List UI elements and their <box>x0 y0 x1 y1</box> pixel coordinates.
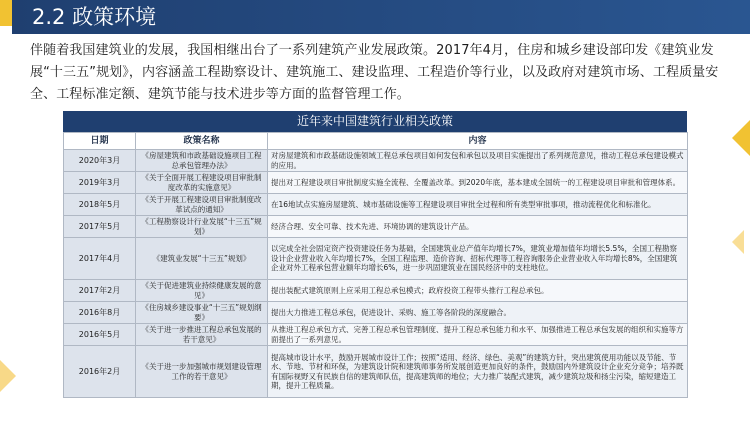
policy-table <box>63 132 688 398</box>
column-header-date: 日期 <box>64 133 136 150</box>
row-policy-name: 《关于促进建筑业持续健康发展的意见》 <box>136 280 268 302</box>
row-content: 提出装配式建筑原则上应采用工程总承包模式；政府投资工程带头推行工程总承包。 <box>268 280 688 302</box>
table-header-row <box>64 133 688 150</box>
table-row <box>64 346 688 398</box>
row-policy-name: 《关于进一步加强城市规划建设管理工作的若干意见》 <box>136 346 268 398</box>
row-date: 2018年5月 <box>64 194 136 216</box>
table-caption: 近年来中国建筑行业相关政策 <box>63 111 687 132</box>
row-content: 提高城市设计水平，鼓励开展城市设计工作；按照“适用、经济、绿色、美观”的建筑方针，突出建筑使用功能以及节能、节水、节地、节材和环保，为建筑设计院和建筑师事务所发展创造更加良好的条件，鼓励国内外建筑设计企业充分竞争；培养既有国际视野又有民族自信的建筑师队伍，提高建筑师的地位；大力推广装配式建筑，减少建筑垃圾和扬尘污染，缩短建造工期，提升工程质量。 <box>268 346 688 398</box>
row-policy-name: 《建筑业发展“十三五”规划》 <box>136 238 268 280</box>
column-header-content: 内容 <box>268 133 688 150</box>
row-content: 提出对工程建设项目审批制度实施全流程、全覆盖改革。到2020年底，基本建成全国统一的工程建设项目审批和管理体系。 <box>268 172 688 194</box>
row-content: 提出大力推进工程总承包，促进设计、采购、施工等各阶段的深度融合。 <box>268 302 688 324</box>
table-row <box>64 280 688 302</box>
row-policy-name: 《工程勘察设计行业发展“十三五”规划》 <box>136 216 268 238</box>
row-policy-name: 《关于全面开展工程建设项目审批制度改革的实施意见》 <box>136 172 268 194</box>
page-title: 2.2 政策环境 <box>32 5 157 29</box>
table-row <box>64 302 688 324</box>
table-row <box>64 324 688 346</box>
title-bar <box>12 0 750 34</box>
intro-paragraph: 伴随着我国建筑业的发展，我国相继出台了一系列建筑产业发展政策。2017年4月，住房和城乡建设部印发《建筑业发展“十三五”规划》，内容涵盖工程勘察设计、建筑施工、建设监理、工程造价等行业，以及政府对建筑市场、工程质量安全、工程标准定额、建筑节能与技术进步等方面的监督管理工作。 <box>30 43 719 102</box>
row-policy-name: 《关于开展工程建设项目审批制度改革试点的通知》 <box>136 194 268 216</box>
row-policy-name: 《住房城乡建设事业“十三五”规划纲要》 <box>136 302 268 324</box>
column-header-name: 政策名称 <box>136 133 268 150</box>
triangle-decoration-left <box>0 360 16 392</box>
policy-table-container <box>63 111 687 398</box>
row-date: 2017年4月 <box>64 238 136 280</box>
table-row <box>64 172 688 194</box>
table-row <box>64 150 688 172</box>
row-date: 2016年5月 <box>64 324 136 346</box>
table-row <box>64 216 688 238</box>
row-content: 经济合理、安全可靠、技术先进、环境协调的建筑设计产品。 <box>268 216 688 238</box>
table-row <box>64 194 688 216</box>
row-date: 2017年5月 <box>64 216 136 238</box>
row-date: 2019年3月 <box>64 172 136 194</box>
row-date: 2016年2月 <box>64 346 136 398</box>
row-content: 以完成全社会固定资产投资建设任务为基础，全国建筑业总产值年均增长7%，建筑业增加值年均增长5.5%，全国工程勘察设计企业营业收入年均增长7%，全国工程监理、造价咨询、招标代理等工程咨询服务企业营业收入年均增长8%，全国建筑企业对外工程承包营业额年均增长6%，进一步巩固建筑业在国民经济中的支柱地位。 <box>268 238 688 280</box>
row-date: 2020年3月 <box>64 150 136 172</box>
row-policy-name: 《关于进一步推进工程总承包发展的若干意见》 <box>136 324 268 346</box>
triangle-decoration-right-small <box>732 230 744 254</box>
triangle-decoration-right <box>732 120 750 156</box>
row-content: 对房屋建筑和市政基础设施领域工程总承包项目如何发包和承包以及项目实施提出了系列规范意见，推动工程总承包建设模式的应用。 <box>268 150 688 172</box>
row-policy-name: 《房屋建筑和市政基础设施项目工程总承包管理办法》 <box>136 150 268 172</box>
row-date: 2016年8月 <box>64 302 136 324</box>
row-content: 从推进工程总承包方式、完善工程总承包管理制度、提升工程总承包能力和水平、加强推进工程总承包发展的组织和实施等方面提出了一系列意见。 <box>268 324 688 346</box>
row-date: 2017年2月 <box>64 280 136 302</box>
table-row <box>64 238 688 280</box>
row-content: 在16地试点实施房屋建筑、城市基础设施等工程建设项目审批全过程和所有类型审批事项，推动流程优化和标准化。 <box>268 194 688 216</box>
